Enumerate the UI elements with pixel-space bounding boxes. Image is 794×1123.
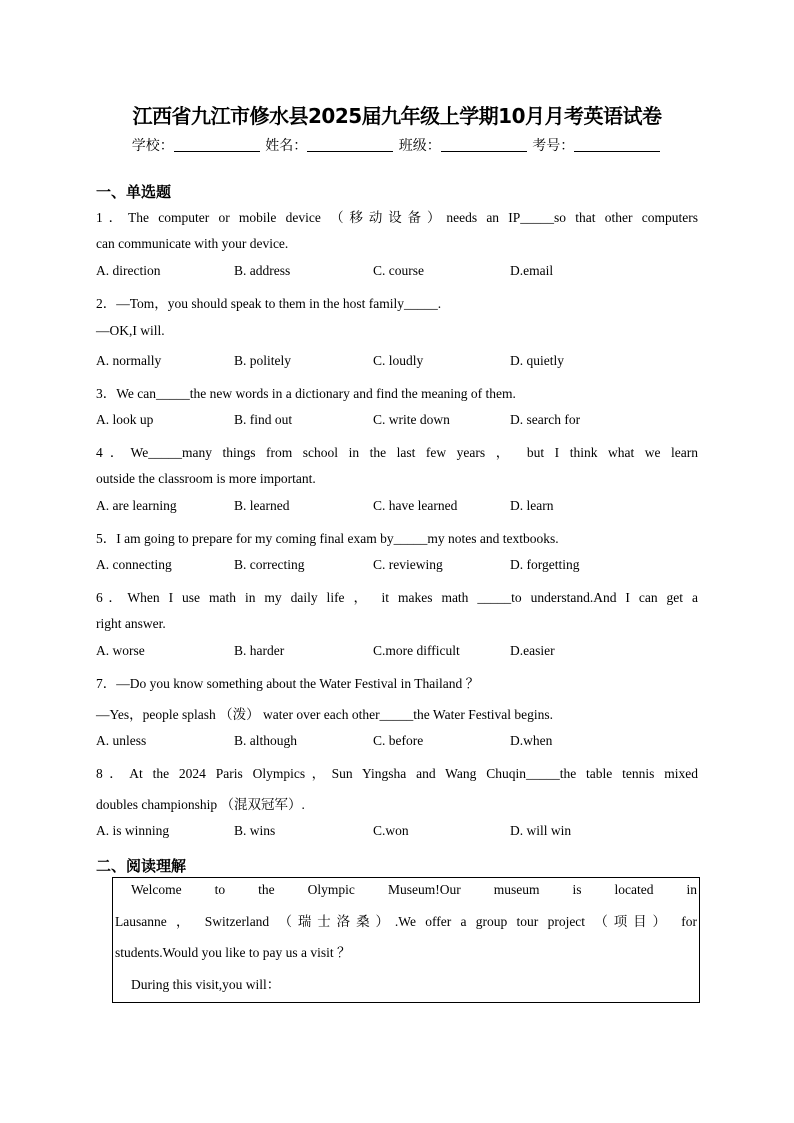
option-a[interactable]: A. connecting [96,557,172,572]
question-8-line-1: 8．At the 2024 Paris Olympics，Sun Yingsha and Wang Chuqin_____the table tennis mixed [96,766,698,781]
section-heading-single-choice: 一、单选题 [96,183,172,201]
question-6-line-1: 6．When I use math in my daily life ， it makes math _____to understand.And I can get a [96,590,698,605]
question-7-options [96,733,698,751]
question-2-line-2: —OK,I will. [96,323,165,338]
name-blank[interactable] [307,137,393,152]
option-b[interactable]: B. politely [234,353,291,368]
option-a[interactable]: A. worse [96,643,145,658]
passage-line-3: students.Would you like to pay us a visit ？ [115,945,351,960]
question-7-line-1: 7．—Do you know something about the Water Festival in Thailand ？ [96,676,480,691]
question-7-line-2: —Yes，people splash （泼） water over each other_____the Water Festival begins. [96,707,553,722]
question-4-line-2: outside the classroom is more important. [96,471,316,486]
question-4-line-1: 4．We_____many things from school in the last few years ， but I think what we learn [96,445,698,460]
option-a[interactable]: A. look up [96,412,154,427]
option-c[interactable]: C. write down [373,412,450,427]
question-3-options [96,412,698,430]
page-title: 江西省九江市修水县2025届九年级上学期10月月考英语试卷 [132,104,662,128]
option-a[interactable]: A. normally [96,353,162,368]
option-d[interactable]: D. quietly [510,353,564,368]
option-d[interactable]: D. forgetting [510,557,580,572]
option-b[interactable]: B. correcting [234,557,305,572]
option-c[interactable]: C. before [373,733,424,748]
option-b[interactable]: B. learned [234,498,290,513]
question-8-options [96,823,698,841]
number-label: 考号： [532,139,575,154]
passage-line-2: Lausanne ， Switzerland （瑞士洛桑）.We offer a group tour project （项目） for [115,914,697,929]
number-blank[interactable] [574,137,660,152]
question-2-line-1: 2．—Tom，you should speak to them in the host family_____. [96,296,442,311]
question-5-line-1: 5．I am going to prepare for my coming final exam by_____my notes and textbooks. [96,531,559,546]
option-c[interactable]: C. course [373,263,424,278]
question-8-line-2: doubles championship （混双冠军）. [96,797,305,812]
question-1-line-2: can communicate with your device. [96,236,289,251]
option-c[interactable]: C.won [373,823,409,838]
question-1-options [96,263,698,281]
option-b[interactable]: B. harder [234,643,285,658]
option-d[interactable]: D.when [510,733,553,748]
option-b[interactable]: B. find out [234,412,293,427]
passage-line-4: During this visit,you will： [131,977,281,992]
option-c[interactable]: C. loudly [373,353,424,368]
school-label: 学校： [131,139,174,154]
option-a[interactable]: A. are learning [96,498,177,513]
option-d[interactable]: D. will win [510,823,572,838]
option-a[interactable]: A. direction [96,263,161,278]
question-6-line-2: right answer. [96,616,166,631]
option-b[interactable]: B. address [234,263,291,278]
option-a[interactable]: A. is winning [96,823,170,838]
option-d[interactable]: D.easier [510,643,555,658]
section-heading-reading: 二、阅读理解 [96,857,187,875]
reading-passage-box [112,877,700,1003]
option-c[interactable]: C. reviewing [373,557,443,572]
question-4-options [96,498,698,516]
option-b[interactable]: B. wins [234,823,276,838]
option-d[interactable]: D.email [510,263,554,278]
class-blank[interactable] [441,137,527,152]
question-3-line-1: 3．We can_____the new words in a dictionary and find the meaning of them. [96,386,516,401]
question-5-options [96,557,698,575]
student-info-row [0,135,794,155]
option-b[interactable]: B. although [234,733,297,748]
option-c[interactable]: C.more difficult [373,643,460,658]
name-label: 姓名： [265,139,308,154]
class-label: 班级： [398,139,441,154]
option-a[interactable]: A. unless [96,733,147,748]
option-d[interactable]: D. search for [510,412,581,427]
option-c[interactable]: C. have learned [373,498,458,513]
question-2-options [96,353,698,371]
question-1-line-1: 1．The computer or mobile device （移动设备）needs an IP_____so that other computers [96,210,698,225]
school-blank[interactable] [174,137,260,152]
question-6-options [96,643,698,661]
passage-line-1: Welcome to the Olympic Museum!Our museum is located in [131,882,697,897]
option-d[interactable]: D. learn [510,498,554,513]
